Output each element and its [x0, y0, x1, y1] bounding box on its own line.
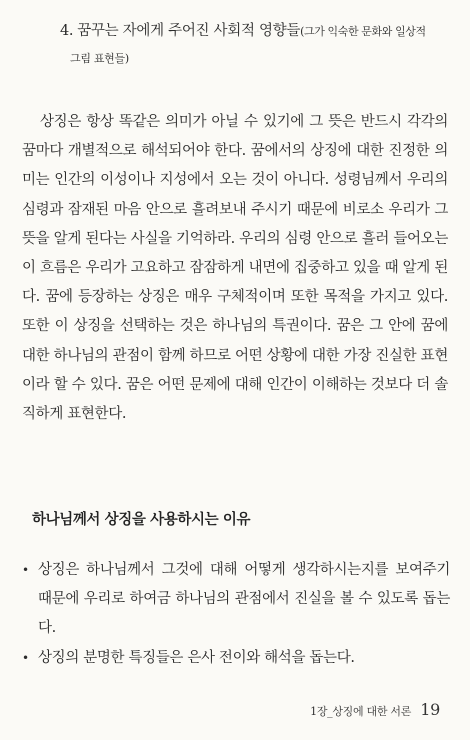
bullet-list — [22, 556, 450, 673]
section-number: 4. — [60, 23, 74, 39]
section-heading — [60, 16, 460, 71]
bullet-text: 상징은 하나님께서 그것에 대해 어떻게 생각하시는지를 보여주기 때문에 우리로 하여금 하나님의 관점에서 진실을 볼 수 있도록 돕는다. — [38, 562, 450, 637]
bullet-marker: • — [22, 650, 29, 665]
section-title-paren: (그가 익숙한 문화와 일상적 — [300, 25, 426, 38]
page-footer — [310, 700, 440, 719]
body-paragraph: 상징은 항상 똑같은 의미가 아닐 수 있기에 그 뜻은 반드시 각각의 꿈마다 개별적으로 해석되어야 한다. 꿈에서의 상징에 대한 진정한 의미는 인간의 이성이나 지성에서 오는 것이 아니다. 성령님께서 우리의 심령과 잠재된 마음 안으로 흘려보내 주시기 때문에 비로소 우리가 그 뜻을 알게 된다는 사실을 기억하라. 우리의 심령 안으로 흘러 들어오는 이 흐름은 우리가 고요하고 잠잠하게 내면에 집중하고 있을 때 알게 된다. 꿈에 등장하는 상징은 매우 구체적이며 또한 목적을 가지고 있다. 또한 이 상징을 선택하는 것은 하나님의 특권이다. 꿈은 그 안에 꿈에 대한 하나님의 관점이 함께 하므로 어떤 상황에 대한 가장 진실한 표현이라 할 수 있다. 꿈은 어떤 문제에 대해 인간이 이해하는 것보다 더 솔직하게 표현한다. — [22, 114, 448, 423]
chapter-title: 1장_상징에 대한 서론 — [310, 705, 412, 718]
section-title-paren-continued: 그림 표현들) — [70, 52, 129, 65]
bullet-item — [22, 556, 450, 644]
section-title: 꿈꾸는 자에게 주어진 사회적 영향들 — [77, 23, 301, 39]
subheading: 하나님께서 상징을 사용하시는 이유 — [32, 512, 251, 528]
page-number: 19 — [420, 700, 440, 719]
bullet-marker: • — [22, 563, 29, 577]
bullet-item — [22, 644, 450, 673]
bullet-text: 상징의 분명한 특징들은 은사 전이와 해석을 돕는다. — [38, 649, 355, 666]
